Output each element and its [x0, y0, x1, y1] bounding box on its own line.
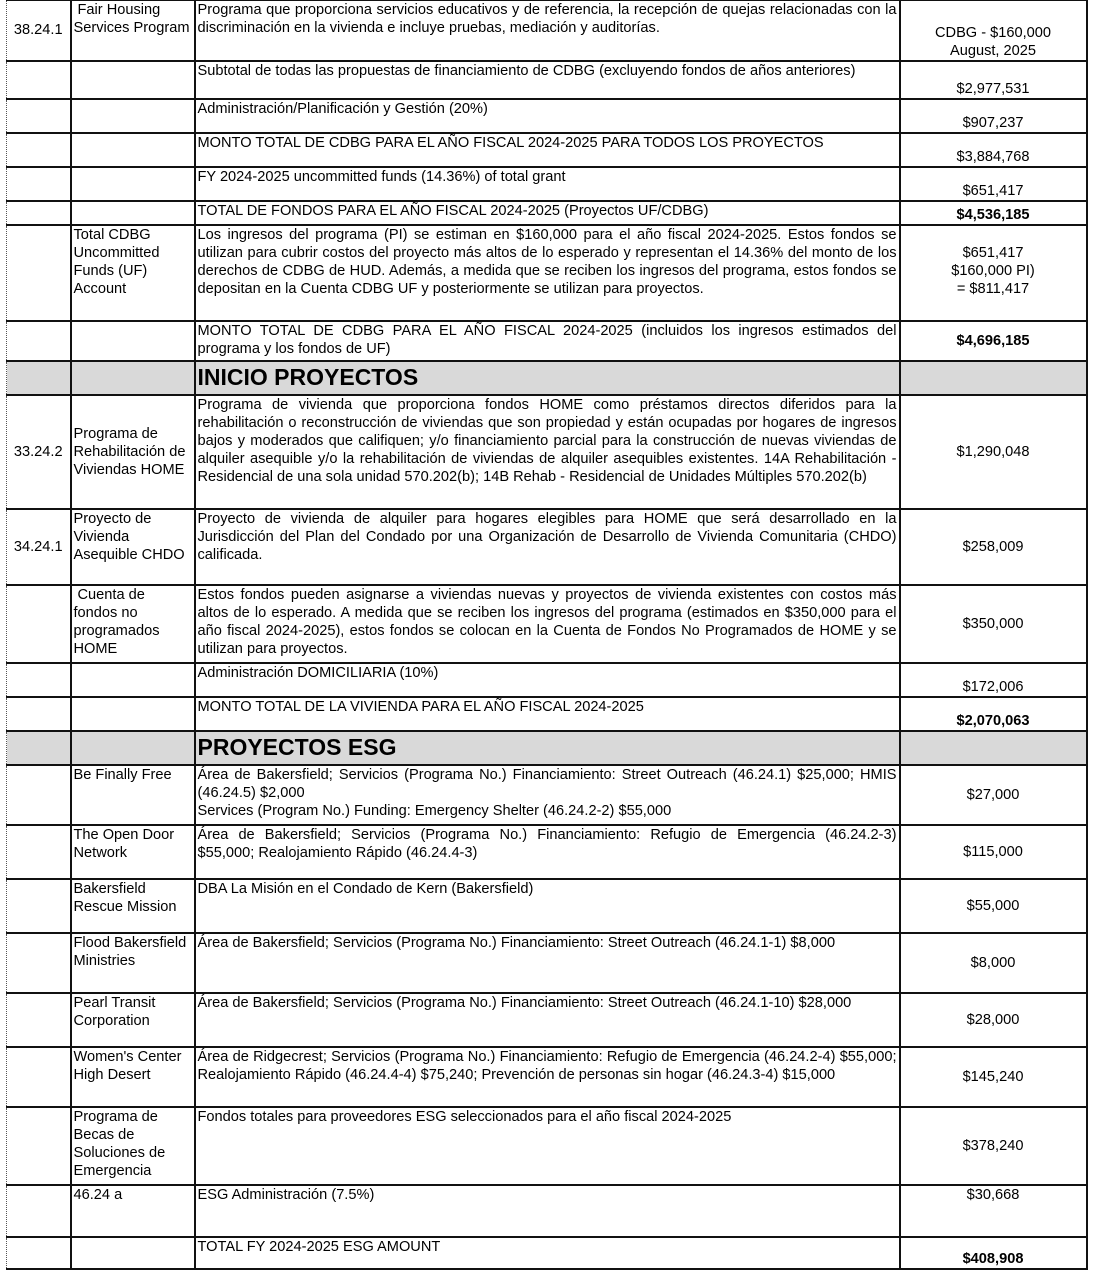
project-id: [7, 225, 71, 321]
project-description: Área de Bakersfield; Servicios (Programa No.) Financiamiento: Refugio de Emergencia (46.24.2-3) $55,000; Realojamiento Rápido (46.24.4-3): [195, 825, 900, 879]
project-name: 46.24 a: [71, 1185, 195, 1237]
project-name: Total CDBG Uncommitted Funds (UF) Account: [71, 225, 195, 321]
table-row: [7, 585, 1087, 663]
project-amount: $4,536,185: [900, 201, 1087, 225]
project-id: [7, 201, 71, 225]
project-id: [7, 697, 71, 731]
amount-line: CDBG - $160,000: [934, 24, 1051, 41]
section-empty-cell: [900, 731, 1087, 765]
project-amount: $907,237: [900, 99, 1087, 133]
table-row: [7, 1185, 1087, 1237]
project-amount: [900, 1, 1087, 61]
project-description: [195, 765, 900, 825]
table-row: [7, 697, 1087, 731]
section-empty-cell: [71, 361, 195, 395]
project-name: Be Finally Free: [71, 765, 195, 825]
project-amount: $1,290,048: [900, 395, 1087, 509]
project-id: [7, 167, 71, 201]
project-description: Área de Ridgecrest; Servicios (Programa No.) Financiamiento: Refugio de Emergencia (46.24.2-4) $55,000; Realojamiento Rápido (46.24.4-4) $75,240; Prevención de personas sin hogar (46.24.3-4) $15,000: [195, 1047, 900, 1107]
project-description: ESG Administración (7.5%): [195, 1185, 900, 1237]
project-name: Programa de Rehabilitación de Viviendas HOME: [71, 395, 195, 509]
project-amount: $55,000: [900, 879, 1087, 933]
project-name: Bakersfield Rescue Mission: [71, 879, 195, 933]
project-id: [7, 765, 71, 825]
project-id: [7, 99, 71, 133]
project-description: Administración DOMICILIARIA (10%): [195, 663, 900, 697]
project-name: The Open Door Network: [71, 825, 195, 879]
project-id: [7, 1237, 71, 1269]
project-description: Fondos totales para proveedores ESG seleccionados para el año fiscal 2024-2025: [195, 1107, 900, 1185]
project-id: 38.24.1: [7, 1, 71, 61]
project-amount: $4,696,185: [900, 321, 1087, 361]
project-name: [71, 167, 195, 201]
table-row: [7, 1237, 1087, 1269]
project-description: Proyecto de vivienda de alquiler para hogares elegibles para HOME que será desarrollado en la Jurisdicción del Plan del Condado por una Organización de Desarrollo de Vivienda Comunitaria (CHDO) calificada.: [195, 509, 900, 585]
project-name: [71, 1, 195, 61]
project-id: [7, 585, 71, 663]
section-title: INICIO PROYECTOS: [197, 363, 419, 390]
table-row: [7, 167, 1087, 201]
project-description: FY 2024-2025 uncommitted funds (14.36%) of total grant: [195, 167, 900, 201]
project-description: MONTO TOTAL DE CDBG PARA EL AÑO FISCAL 2024-2025 (incluidos los ingresos estimados del programa y los fondos de UF): [195, 321, 900, 361]
project-amount: $651,417: [900, 167, 1087, 201]
table-row: [7, 509, 1087, 585]
project-name: [71, 201, 195, 225]
project-name: [71, 133, 195, 167]
project-amount: $3,884,768: [900, 133, 1087, 167]
table-row: [7, 765, 1087, 825]
project-id: [7, 1107, 71, 1185]
section-title-cell: [195, 361, 900, 395]
project-amount: $2,977,531: [900, 61, 1087, 99]
project-description: Estos fondos pueden asignarse a viviendas nuevas y proyectos de vivienda existentes con costos más altos de lo esperado. A medida que se reciben los ingresos del programa (estimados en $350,000 para el año fiscal 2024-2025), estos fondos se colocan en la Cuenta de Fondos No Programados de HOME y se utilizan para proyectos.: [195, 585, 900, 663]
section-empty-cell: [900, 361, 1087, 395]
table-row: [7, 933, 1087, 993]
table-row: [7, 99, 1087, 133]
project-description: Área de Bakersfield; Servicios (Programa No.) Financiamiento: Street Outreach (46.24.1-1) $8,000: [195, 933, 900, 993]
project-id: [7, 321, 71, 361]
project-amount: $2,070,063: [900, 697, 1087, 731]
project-name: [71, 1237, 195, 1269]
project-description: TOTAL DE FONDOS PARA EL AÑO FISCAL 2024-2025 (Proyectos UF/CDBG): [195, 201, 900, 225]
project-description: Programa de vivienda que proporciona fondos HOME como préstamos directos diferidos para la rehabilitación o reconstrucción de viviendas que son propiedad y están ocupadas por hogares de ingresos bajos y moderados que califiquen; y/o financiamiento parcial para la construcción de nuevas viviendas de alquiler asequible y/o la rehabilitación de viviendas de alquiler asequibles existentes. 14A Rehabilitación - Residencial de una sola unidad 570.202(b); 14B Rehab - Residencial de Unidades Múltiples 570.202(b): [195, 395, 900, 509]
project-description: Área de Bakersfield; Servicios (Programa No.) Financiamiento: Street Outreach (46.24.1-10) $28,000: [195, 993, 900, 1047]
project-name: [71, 585, 195, 663]
project-name-text: Cuenta de fondos no programados HOME: [73, 586, 160, 657]
project-id: [7, 61, 71, 99]
description-line: Services (Program No.) Funding: Emergency Shelter (46.24.2-2) $55,000: [197, 802, 672, 819]
project-id: [7, 1047, 71, 1107]
amount-line: $160,000 PI): [951, 262, 1035, 279]
project-id: [7, 933, 71, 993]
project-id: 34.24.1: [7, 509, 71, 585]
project-name: [71, 99, 195, 133]
project-amount: $115,000: [900, 825, 1087, 879]
project-amount: $145,240: [900, 1047, 1087, 1107]
project-name: [71, 663, 195, 697]
table-row: [7, 1107, 1087, 1185]
amount-line: $651,417: [962, 244, 1024, 261]
project-id: 33.24.2: [7, 395, 71, 509]
project-id: [7, 133, 71, 167]
table-row: [7, 1047, 1087, 1107]
project-description: Los ingresos del programa (PI) se estiman en $160,000 para el año fiscal 2024-2025. Estos fondos se utilizan para cubrir costos del proyecto más altos de lo esperado y representan el 14.36% del monto de los derechos de CDBG de HUD. Además, a medida que se reciben los ingresos del programa, estos fondos se depositan en la Cuenta CDBG UF y posteriormente se utilizan para proyectos.: [195, 225, 900, 321]
project-amount: $378,240: [900, 1107, 1087, 1185]
project-description: DBA La Misión en el Condado de Kern (Bakersfield): [195, 879, 900, 933]
project-amount: [900, 225, 1087, 321]
project-name: [71, 321, 195, 361]
project-name: Pearl Transit Corporation: [71, 993, 195, 1047]
section-header-row: [7, 361, 1087, 395]
section-title-cell: [195, 731, 900, 765]
description-line: Área de Bakersfield; Servicios (Programa No.) Financiamiento: Street Outreach (46.24.1) $25,000; HMIS (46.24.5) $2,000: [197, 766, 897, 801]
project-id: [7, 993, 71, 1047]
project-amount: $258,009: [900, 509, 1087, 585]
section-empty-cell: [7, 361, 71, 395]
project-name: Women's Center High Desert: [71, 1047, 195, 1107]
table-row: [7, 993, 1087, 1047]
table-row: [7, 133, 1087, 167]
section-empty-cell: [71, 731, 195, 765]
amount-line: August, 2025: [949, 42, 1036, 59]
project-amount: $350,000: [900, 585, 1087, 663]
table-row: [7, 879, 1087, 933]
table-row: [7, 1, 1087, 61]
table-row: [7, 663, 1087, 697]
project-name: Programa de Becas de Soluciones de Emergencia: [71, 1107, 195, 1185]
project-amount: $30,668: [900, 1185, 1087, 1237]
project-id: [7, 879, 71, 933]
project-id: [7, 663, 71, 697]
funding-table-page: [6, 0, 1088, 1270]
table-row: [7, 395, 1087, 509]
project-description: TOTAL FY 2024-2025 ESG AMOUNT: [195, 1237, 900, 1269]
project-amount: $408,908: [900, 1237, 1087, 1269]
project-name: [71, 61, 195, 99]
table-row: [7, 321, 1087, 361]
project-id: [7, 825, 71, 879]
project-amount: $172,006: [900, 663, 1087, 697]
project-description: MONTO TOTAL DE LA VIVIENDA PARA EL AÑO FISCAL 2024-2025: [195, 697, 900, 731]
section-empty-cell: [7, 731, 71, 765]
section-header-row: [7, 731, 1087, 765]
project-description: Subtotal de todas las propuestas de financiamiento de CDBG (excluyendo fondos de años anteriores): [195, 61, 900, 99]
amount-line: = $811,417: [956, 280, 1030, 297]
project-amount: $28,000: [900, 993, 1087, 1047]
project-name: [71, 697, 195, 731]
project-name-text: Fair Housing Services Program: [73, 2, 190, 36]
table-row: [7, 825, 1087, 879]
project-amount: $27,000: [900, 765, 1087, 825]
project-amount: $8,000: [900, 933, 1087, 993]
section-title: PROYECTOS ESG: [197, 733, 397, 760]
project-id: [7, 1185, 71, 1237]
funding-table: [6, 0, 1088, 1270]
project-description: Programa que proporciona servicios educativos y de referencia, la recepción de quejas relacionadas con la discriminación en la vivienda e incluye pruebas, mediación y auditorías.: [195, 1, 900, 61]
table-row: [7, 201, 1087, 225]
project-name: Flood Bakersfield Ministries: [71, 933, 195, 993]
project-name: Proyecto de Vivienda Asequible CHDO: [71, 509, 195, 585]
table-row: [7, 225, 1087, 321]
project-description: MONTO TOTAL DE CDBG PARA EL AÑO FISCAL 2024-2025 PARA TODOS LOS PROYECTOS: [195, 133, 900, 167]
table-row: [7, 61, 1087, 99]
project-description: Administración/Planificación y Gestión (20%): [195, 99, 900, 133]
